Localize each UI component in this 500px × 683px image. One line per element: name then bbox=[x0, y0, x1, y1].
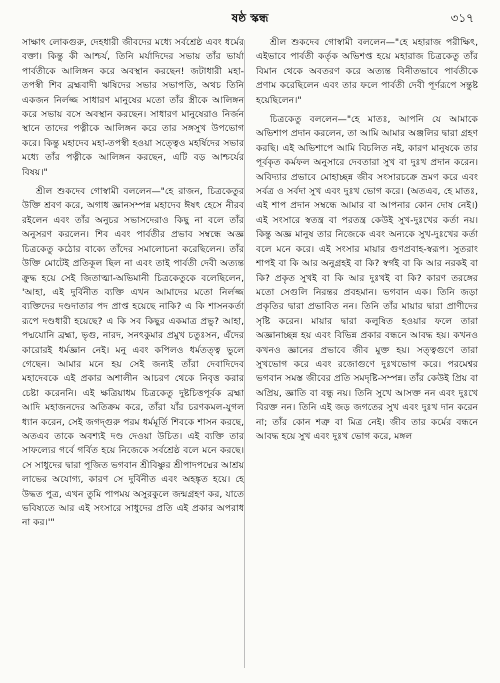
page-number: ৩১৭ bbox=[450, 11, 474, 25]
page-header bbox=[0, 10, 500, 32]
paragraph: শ্রীল শুকদেব গোস্বামী বললেন—"হে রাজন, চিত্রকেতুর উক্তি শ্রবণ করে, অগাধ জ্ঞানসম্পন্ন মহাদেব ঈষৎ হেসে নীরব রইলেন এবং তাঁর অনুচর সভাসদেরাও কিছু না বলে তাঁর অনুসরণ করলেন। শিব এবং পার্বতীর প্রভাব সম্বন্ধে অজ্ঞ চিত্রকেতু কঠোর বাক্যে তাঁদের সমালোচনা করেছিলেন। তাঁর উক্তি মোটেই প্রতিকূল ছিল না এবং তাই পার্বতী দেবী অত্যন্ত ক্রুদ্ধ হয়ে সেই জিতাত্মা-অভিমানী চিত্রকেতুকে বলেছিলেন, 'আহা, এই দুর্বিনীত ব্যক্তি এখন আমাদের মতো নির্লজ্জ ব্যক্তিদের দণ্ডদাতার পদ প্রাপ্ত হয়েছে নাকি? এ কি শাসনকর্তা রূপে দণ্ডধারী হয়েছে? এ কি সব কিছুর একমাত্র প্রভু? আহা, পদ্মযোনি ব্রহ্মা, ভৃগু, নারদ, সনৎকুমার প্রমুখ চতুঃসন, এঁদের কারোরই ধর্মজ্ঞান নেই। মনু এবং কপিলও ধর্মতত্ত্ব ভুলে গেছেন। আমার মনে হয় সেই জন্যই তাঁরা দেবাদিদেব মহাদেবকে এই প্রকার অশালীন আচরণ থেকে নিবৃত্ত করার চেষ্টা করেননি। এই ক্ষত্রিয়াধম চিত্রকেতু দুষ্টচিত্তপূর্বক ব্রহ্মা আদি মহাজনদের অতিক্রম করে, তাঁরা যাঁর চরণকমল-যুগল ধ্যান করেন, সেই জগদ্গুরু পরম ধর্মমূর্তি শিবকে শাসন করছে, অতএব তাকে অবশ্যই দণ্ড দেওয়া উচিত। এই ব্যক্তি তার সাফল্যের গর্বে গর্বিত হয়ে নিজেকে সর্বশ্রেষ্ঠ বলে মনে করছে। সে সাধুদের দ্বারা পূজিত ভগবান শ্রীবিষ্ণুর শ্রীপাদপদ্মের আশ্রয় লাভের অযোগ্য, কারণ সে দুর্বিনীত এবং অহঙ্কৃত হয়ে। হে উদ্ধত পুত্র, এখন তুমি পাপময় অসুরকুলে জন্মগ্রহণ কর, যাতে ভবিষ্যতে আর এই সংসারে সাধুদের প্রতি এই প্রকার অপরাধ না কর।'" bbox=[22, 186, 244, 529]
paragraph: চিত্রকেতু বললেন—"হে মাতঃ, আপনি যে আমাকে অভিশাপ প্রদান করলেন, তা আমি আমার অঞ্জলির দ্বারা গ্রহণ করছি। এই অভিশাপে আমি বিচলিত নই, কারণ মানুষকে তার পূর্বকৃত কর্মফল অনুসারে দেবতারা সুখ বা দুঃখ প্রদান করেন। অবিদ্যার প্রভাবে মোহাচ্ছন্ন জীব সংসারচক্রে ভ্রমণ করে এবং সর্বত্র ও সর্বদা সুখ এবং দুঃখ ভোগ করে। (অতএব, হে মাতঃ, এই শাপ প্রদান সম্বন্ধে আমার বা আপনার কোন দোষ নেই।) এই সংসারে স্বতন্ত্র বা পরতন্ত্র কেউই সুখ-দুঃখের কর্তা নয়। কিন্তু অজ্ঞ মানুষ তার নিজেকে এবং অন্যকে সুখ-দুঃখের কর্তা বলে মনে করে। এই সংসার মায়ার গুণপ্রবাহ-স্বরূপ। সুতরাং শাপই বা কি আর অনুগ্রহই বা কি? স্বর্গই বা কি আর নরকই বা কি? প্রকৃত সুখই বা কি আর দুঃখই বা কি? কারণ তরঙ্গের মতো সেগুলি নিরন্তর প্রবহমান। ভগবান এক। তিনি জড়া প্রকৃতির দ্বারা প্রভাবিত নন। তিনি তাঁর মায়ার দ্বারা প্রাণীদের সৃষ্টি করেন। মায়ার দ্বারা কলুষিত হওয়ার ফলে তারা অজ্ঞানাচ্ছন্ন হয় এবং বিভিন্ন প্রকার বন্ধনে আবদ্ধ হয়। কখনও কখনও জ্ঞানের প্রভাবে জীব মুক্ত হয়। সত্ত্বগুণে তারা সুখভোগ করে এবং রজোগুণে দুঃখভোগ করে। পরমেশ্বর ভগবান সমস্ত জীবের প্রতি সমদৃষ্টি-সম্পন্ন। তাঁর কেউই প্রিয় বা অপ্রিয়, জ্ঞাতি বা বন্ধু নয়। তিনি সুখে আসক্ত নন এবং দুঃখে বিরক্ত নন। তিনি এই জড় জগতের সুখ এবং দুঃখ দান করেন না; তাঁর কোন শত্রু বা মিত্র নেই। জীব তার কর্মের বন্ধনে আবদ্ধ হয়ে সুখ এবং দুঃখ ভোগ করে, মঙ্গল bbox=[256, 114, 478, 442]
paragraph: সাক্ষাৎ লোকগুরু, দেহধারী জীবদের মধ্যে সর্বশ্রেষ্ঠ এবং ধর্মের বক্তা। কিন্তু কী আশ্চর্য, তিনি মর্যাদিদের সভায় তাঁর ভার্যা পার্বতীকে আলিঙ্গন করে অবস্থান করছেন! জটাধারী মহা-তপস্বী শিব ব্রহ্মবাদী ঋষিদের সভার সভাপতি, অথচ তিনি একজন নির্লজ্জ সাধারণ মানুষের মতো তাঁর স্ত্রীকে আলিঙ্গন করে সভায় বসে অবস্থান করছেন। সাধারণ মানুষেরাও নির্জন স্থানে তাদের পত্নীকে আলিঙ্গন করে তার সঙ্গসুখ উপভোগ করে। কিন্তু মহাদেব মহা-তপস্বী হওয়া সত্ত্বেও মহর্ষিদের সভার মধ্যে তাঁর পত্নীকে আলিঙ্গন করছেন, এটি বড় আশ্চর্যের বিষয়।" bbox=[22, 37, 244, 178]
running-head: ষষ্ঠ স্কন্ধ bbox=[231, 11, 269, 25]
right-column bbox=[256, 36, 478, 676]
column-divider bbox=[244, 40, 245, 668]
paragraph: শ্রীল শুকদেব গোস্বামী বললেন—"হে মহারাজ পরীক্ষিৎ, এইভাবে পার্বতী কর্তৃক অভিশপ্ত হয়ে মহারাজ চিত্রকেতু তাঁর বিমান থেকে অবতরণ করে অত্যন্ত বিনীতভাবে পার্বতীকে প্রণাম করেছিলেন এবং তার ফলে পার্বতী দেবী পূর্ণরূপে সন্তুষ্ট হয়েছিলেন।" bbox=[256, 37, 478, 106]
left-column bbox=[22, 36, 244, 676]
